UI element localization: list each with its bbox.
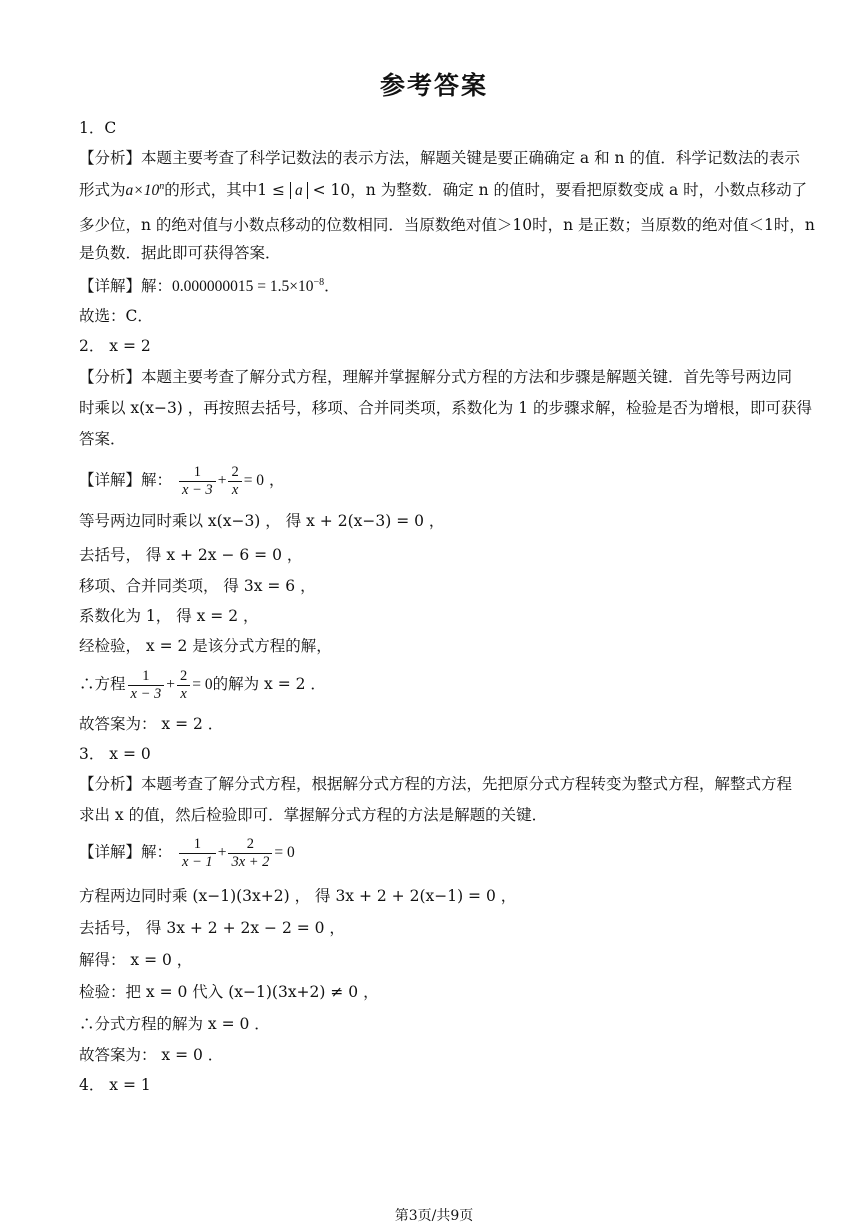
fraction-1-over-x-3: $\frac{1}{x - 3}$	[128, 668, 165, 703]
q3-analysis-line2: 求出 x 的值，然后检验即可．掌握解分式方程的方法是解题的关键．	[79, 806, 548, 824]
q1-analysis-line4: 是负数．据此即可获得答案．	[79, 244, 281, 262]
page-footer: 第3页/共9页	[394, 1208, 474, 1224]
fraction-2-over-3x-2: $\frac{2}{3x + 2}$	[228, 836, 272, 871]
abs-a: a	[290, 182, 308, 199]
sci-notation-expr: $a\times 10^n$	[125, 180, 165, 199]
q2-step4: 系数化为 1， 得 x = 2 ，	[79, 607, 259, 625]
q1-analysis-line1: 【分析】本题主要考查了科学记数法的表示方法，解题关键是要正确确定 a 和 n 的值．科学记数法的表示	[79, 149, 800, 167]
q3-answer: 3． x = 0	[79, 745, 151, 763]
q3-analysis-line1: 【分析】本题考查了解分式方程，根据解分式方程的方法，先把原分式方程转变为整式方程，解整式方程	[79, 775, 793, 793]
fraction-2-over-x: $\frac{2}{x}$	[177, 668, 190, 703]
fraction-1-over-x-3: $\frac{1}{x - 3}$	[179, 464, 216, 499]
q3-step3: 解得： x = 0 ，	[79, 951, 193, 969]
q1-analysis-line2: 形式为$a\times 10^n$的形式，其中1 ≤ a < 10，n 为整数．确定 n 的值时，要看把原数变成 a 时，小数点移动了	[79, 180, 808, 199]
q3-final: 故答案为： x = 0 ．	[79, 1046, 224, 1064]
q2-step3: 移项、合并同类项， 得 3x = 6 ，	[79, 577, 316, 595]
q2-step5: 经检验， x = 2 是该分式方程的解，	[79, 637, 332, 655]
fraction-1-over-x-1: $\frac{1}{x - 1}$	[179, 836, 216, 871]
q3-detail: 【详解】解： $\frac{1}{x - 1}$ + $\frac{2}{3x + 2}$ = 0	[79, 835, 295, 870]
q4-answer: 4． x = 1	[79, 1076, 151, 1094]
fraction-2-over-x: $\frac{2}{x}$	[228, 464, 241, 499]
q3-step4: 检验：把 x = 0 代入 (x−1)(3x+2) ≠ 0 ，	[79, 983, 379, 1001]
q2-step1: 等号两边同时乘以 x(x−3) ， 得 x + 2(x−3) = 0 ，	[79, 512, 445, 530]
q2-answer: 2． x = 2	[79, 337, 151, 355]
q1-answer: 1．C	[79, 119, 117, 137]
q2-conclusion: ∴方程 $\frac{1}{x - 3}$ + $\frac{2}{x}$ = 0的解为 x = 2 ．	[79, 667, 326, 702]
q2-step2: 去括号， 得 x + 2x − 6 = 0 ，	[79, 546, 303, 564]
page-title: 参考答案	[379, 71, 488, 100]
q2-final: 故答案为： x = 2 ．	[79, 715, 224, 733]
q1-analysis-line3: 多少位，n 的绝对值与小数点移动的位数相同．当原数绝对值＞10时，n 是正数；当原数的绝对值＜1时，n	[79, 216, 815, 234]
q2-detail: 【详解】解： $\frac{1}{x - 3}$ + $\frac{2}{x}$ = 0 ，	[79, 463, 285, 498]
q1-choose: 故选：C．	[79, 307, 153, 325]
q2-analysis-line1: 【分析】本题主要考查了解分式方程，理解并掌握解分式方程的方法和步骤是解题关键．首先等号两边同	[79, 368, 793, 386]
q2-analysis-line2: 时乘以 x(x−3) ，再按照去括号，移项、合并同类项，系数化为 1 的步骤求解，检验是否为增根，即可获得	[79, 399, 812, 417]
q3-conclusion: ∴分式方程的解为 x = 0 ．	[79, 1015, 270, 1033]
q2-analysis-line3: 答案．	[79, 430, 126, 448]
q1-detail: 【详解】解：$0.000000015 = 1.5\times 10^{-8}$．	[79, 276, 340, 295]
q3-step1: 方程两边同时乘 (x−1)(3x+2) ， 得 3x + 2 + 2(x−1) = 0 ，	[79, 887, 517, 905]
q3-step2: 去括号， 得 3x + 2 + 2x − 2 = 0 ，	[79, 919, 345, 937]
